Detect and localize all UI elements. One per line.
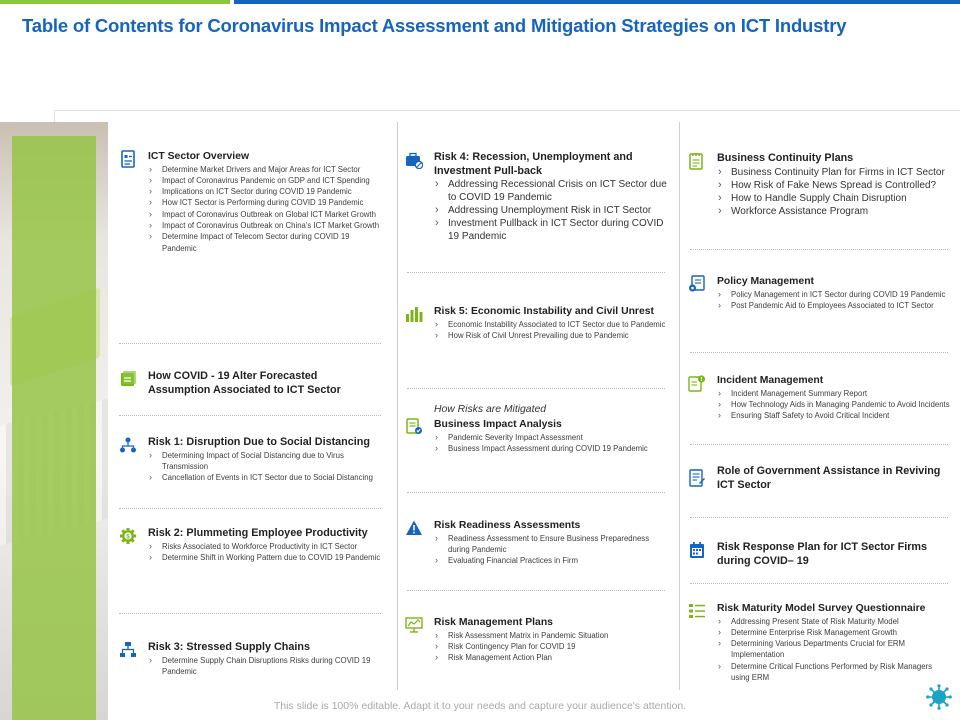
list-item: › Determine Critical Functions Performed by Risk Managers using ERM <box>717 661 950 684</box>
list-item: › Impact of Coronavirus Outbreak on Global ICT Market Growth <box>148 209 381 220</box>
topic-list <box>434 630 670 664</box>
section-separator <box>119 613 381 614</box>
list-item: › Incident Management Summary Report <box>717 388 950 399</box>
section-separator <box>407 590 665 591</box>
section-risk-management-plans[interactable] <box>405 616 670 663</box>
topic-list <box>717 166 950 218</box>
section-heading: Risk Maturity Model Survey Questionnaire <box>717 603 926 614</box>
list-item: › Impact of Coronavirus Outbreak on China's ICT Market Growth <box>148 220 381 231</box>
section-heading: Risk 1: Disruption Due to Social Distancing <box>148 436 370 448</box>
network-icon <box>119 436 137 454</box>
list-item: › How to Handle Supply Chain Disruption <box>717 192 950 205</box>
list-item: › Determining Impact of Social Distancing due to Virus Transmission <box>148 450 381 473</box>
top-accent-bar-green <box>0 0 230 4</box>
report-icon <box>119 150 137 168</box>
briefcase-no-icon <box>405 151 423 169</box>
list-item: › Determine Enterprise Risk Management Growth <box>717 627 950 638</box>
list-item: › How Technology Aids in Managing Pandemic to Avoid Incidents <box>717 399 950 410</box>
section-incident-management[interactable] <box>688 374 950 421</box>
list-item: › Ensuring Staff Safety to Avoid Critical Incident <box>717 410 950 421</box>
section-heading: ICT Sector Overview <box>148 151 250 162</box>
gear-dollar-icon <box>119 527 137 545</box>
section-separator <box>119 508 381 509</box>
bar-chart-icon <box>405 305 423 323</box>
list-item: › Determine Supply Chain Disruptions Risks during COVID 19 Pandemic <box>148 655 381 678</box>
section-separator <box>119 343 381 344</box>
list-item: › How Risk of Fake News Spread is Controlled? <box>717 179 950 192</box>
list-item: › Implications on ICT Sector during COVID 19 Pandemic <box>148 186 381 197</box>
section-business-impact[interactable] <box>405 403 670 454</box>
section-risk-5[interactable] <box>405 305 670 341</box>
list-item: › Post Pandemic Aid to Employees Associated to ICT Sector <box>717 300 950 311</box>
list-item: › Economic Instability Associated to ICT Sector due to Pandemic <box>434 319 670 330</box>
list-item: › Pandemic Severity Impact Assessment <box>434 432 670 443</box>
topic-list <box>717 616 950 684</box>
topic-list <box>148 450 381 484</box>
government-doc-icon <box>688 469 706 487</box>
list-item: › Readiness Assessment to Ensure Business Preparedness during Pandemic <box>434 533 670 556</box>
incident-icon <box>688 374 706 392</box>
topic-list <box>434 319 670 342</box>
list-item: › How ICT Sector is Performing during COVID 19 Pandemic <box>148 197 381 208</box>
slide-title: Table of Contents for Coronavirus Impact Assessment and Mitigation Strategies on ICT Industry <box>22 15 847 36</box>
section-heading: Risk 3: Stressed Supply Chains <box>148 641 311 653</box>
section-heading: Business Impact Analysis <box>434 419 562 430</box>
list-item: › Policy Management in ICT Sector during COVID 19 Pandemic <box>717 289 950 300</box>
footer-note: This slide is 100% editable. Adapt it to your needs and capture your audience's attention. <box>273 700 687 712</box>
column-divider-2 <box>679 122 680 690</box>
list-item: › Addressing Recessional Crisis on ICT Sector due to COVID 19 Pandemic <box>434 178 670 204</box>
section-separator <box>690 583 948 584</box>
list-item: › Determine Impact of Telecom Sector during COVID 19 Pandemic <box>148 231 381 254</box>
virus-logo-icon <box>926 684 952 710</box>
section-heading: How COVID - 19 Alter Forecasted Assumption Associated to ICT Sector <box>148 370 341 396</box>
document-stack-icon <box>119 370 137 388</box>
section-separator <box>119 415 381 416</box>
topic-list <box>717 289 950 312</box>
list-item: › Determining Various Departments Crucial for ERM Implementation <box>717 638 950 661</box>
section-heading: Risk Management Plans <box>434 617 553 628</box>
list-item: › Addressing Present State of Risk Maturity Model <box>717 616 950 627</box>
section-risk-1[interactable] <box>119 436 381 483</box>
section-separator <box>407 492 665 493</box>
list-item: › Evaluating Financial Practices in Firm <box>434 555 670 566</box>
policy-icon <box>688 275 706 293</box>
section-covid-forecast[interactable] <box>119 370 381 397</box>
topic-list <box>148 655 381 678</box>
warning-icon <box>405 519 423 537</box>
list-item: › Risk Management Action Plan <box>434 652 670 663</box>
section-separator <box>690 444 948 445</box>
list-item: › Impact of Coronavirus Pandemic on GDP and ICT Spending <box>148 175 381 186</box>
list-item: › Determine Market Drivers and Major Areas for ICT Sector <box>148 164 381 175</box>
section-heading: Business Continuity Plans <box>717 152 854 164</box>
section-heading: Incident Management <box>717 375 824 386</box>
panel-border <box>54 110 960 111</box>
topic-list <box>148 541 381 564</box>
list-item: › Risk Contingency Plan for COVID 19 <box>434 641 670 652</box>
list-item: › How Risk of Civil Unrest Prevailing due to Pandemic <box>434 330 670 341</box>
section-ict-sector-overview[interactable] <box>119 150 381 254</box>
section-risk-maturity-survey[interactable] <box>688 602 950 683</box>
list-item: › Workforce Assistance Program <box>717 205 950 218</box>
decorative-photo <box>0 122 108 720</box>
section-heading: Risk 5: Economic Instability and Civil Unrest <box>434 306 654 317</box>
topic-list <box>434 432 670 455</box>
column-divider-1 <box>397 122 398 690</box>
list-item: › Determine Shift in Working Pattern due to COVID 19 Pandemic <box>148 552 381 563</box>
list-item: › Business Continuity Plan for Firms in ICT Sector <box>717 166 950 179</box>
calendar-plan-icon <box>688 541 706 559</box>
subsection-label: How Risks are Mitigated <box>434 404 547 415</box>
section-heading: Risk 2: Plummeting Employee Productivity <box>148 527 368 539</box>
list-item: › Risks Associated to Workforce Productivity in ICT Sector <box>148 541 381 552</box>
section-separator <box>690 517 948 518</box>
section-heading: Risk Response Plan for ICT Sector Firms during COVID– 19 <box>717 541 927 567</box>
list-item: › Business Impact Assessment during COVID 19 Pandemic <box>434 443 670 454</box>
top-accent-bar-blue <box>234 0 960 4</box>
section-heading: Role of Government Assistance in Reviving ICT Sector <box>717 465 941 491</box>
section-risk-3[interactable] <box>119 641 381 677</box>
list-item: › Investment Pullback in ICT Sector during COVID 19 Pandemic <box>434 217 670 243</box>
section-policy-management[interactable] <box>688 275 950 311</box>
svg-text:$: $ <box>126 534 130 541</box>
topic-list <box>148 164 381 254</box>
section-risk-response-plan[interactable] <box>688 541 950 568</box>
supply-chain-icon <box>119 641 137 659</box>
clipboard-check-icon <box>405 417 423 435</box>
section-business-continuity[interactable] <box>688 152 950 218</box>
section-government-assistance[interactable] <box>688 465 950 492</box>
section-heading: Policy Management <box>717 276 815 287</box>
section-heading: Risk 4: Recession, Unemployment and Investment Pull-back <box>434 151 633 177</box>
section-separator <box>407 272 665 273</box>
section-heading: Risk Readiness Assessments <box>434 520 581 531</box>
survey-icon <box>688 602 706 620</box>
topic-list <box>717 388 950 422</box>
list-item: › Cancellation of Events in ICT Sector due to Social Distancing <box>148 472 381 483</box>
notepad-icon <box>688 152 706 170</box>
section-risk-4[interactable] <box>405 151 670 243</box>
section-separator <box>690 249 948 250</box>
section-risk-2[interactable] <box>119 527 381 563</box>
list-item: › Risk Assessment Matrix in Pandemic Situation <box>434 630 670 641</box>
presentation-icon <box>405 616 423 634</box>
section-separator <box>407 388 665 389</box>
topic-list <box>434 533 670 567</box>
section-risk-readiness[interactable] <box>405 519 670 566</box>
topic-list <box>434 178 670 243</box>
section-separator <box>690 352 948 353</box>
panel-border-left <box>54 110 55 122</box>
list-item: › Addressing Unemployment Risk in ICT Sector <box>434 204 670 217</box>
